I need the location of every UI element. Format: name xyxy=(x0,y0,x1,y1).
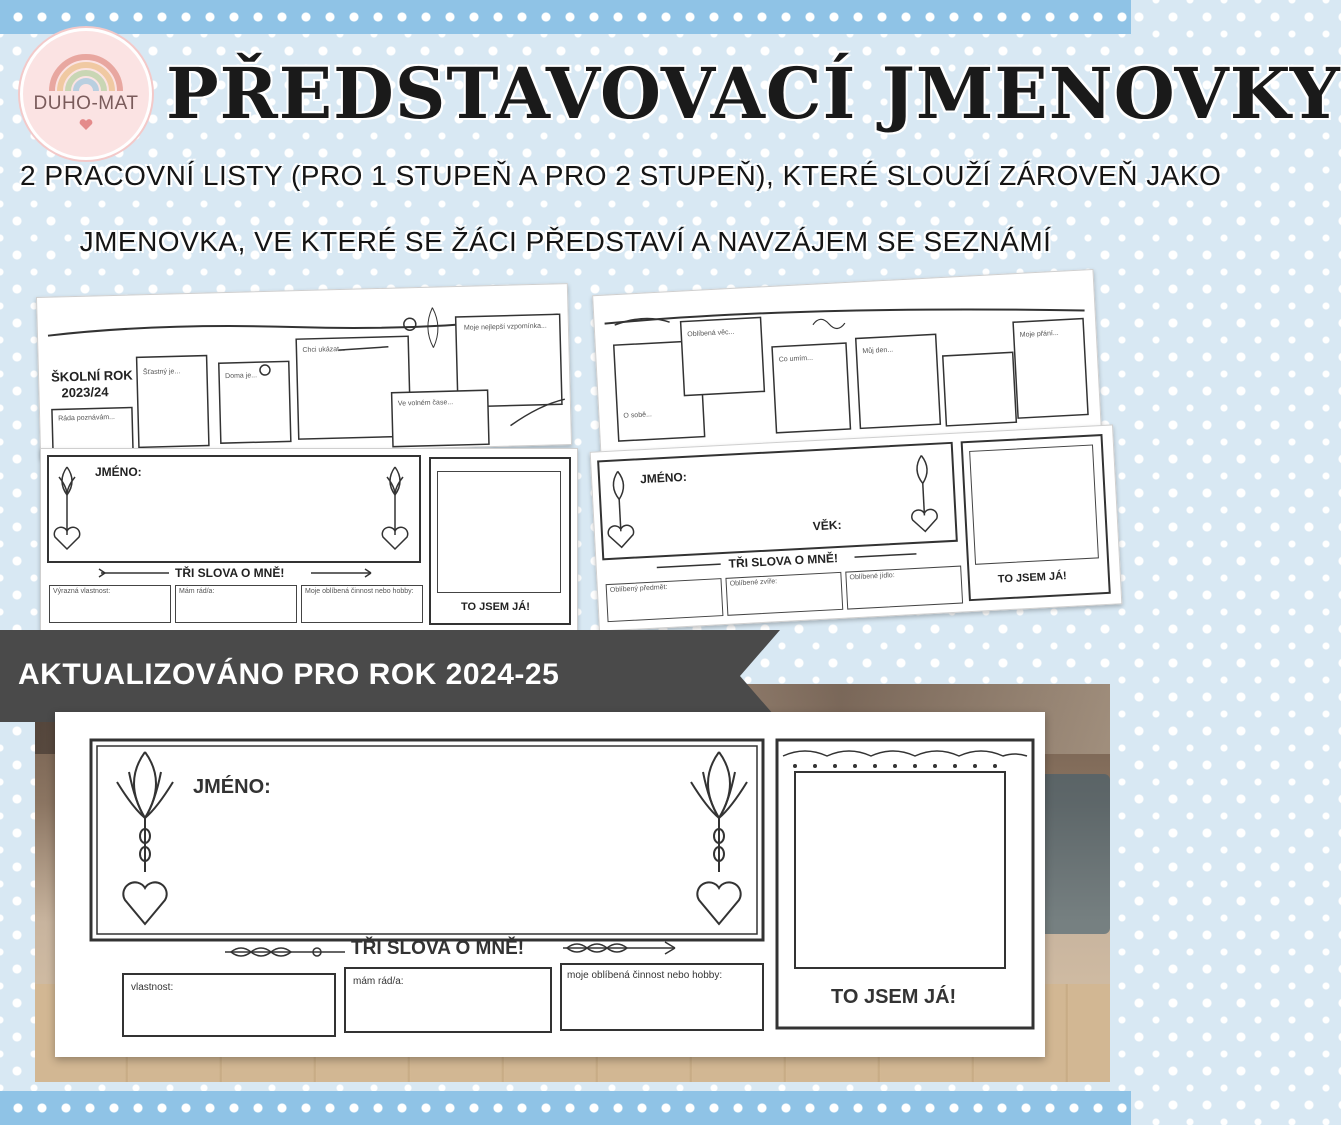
banner-text: AKTUALIZOVÁNO PRO ROK 2024-25 xyxy=(18,658,560,691)
rainbow-icon xyxy=(46,49,126,93)
name-label: JMÉNO: xyxy=(639,469,688,487)
note-text: Oblíbená věc... xyxy=(687,328,735,339)
logo-text: DUHO-MAT xyxy=(33,93,139,114)
top-dotted-band xyxy=(0,0,1131,34)
three-words-heading: TŘI SLOVA O MNĚ! xyxy=(351,938,525,959)
field-label: Oblíbený předmět: xyxy=(609,583,668,594)
photo-caption: TO JSEM JÁ! xyxy=(461,601,530,613)
updated-name-card xyxy=(55,712,1045,1057)
flower-right xyxy=(691,752,747,924)
school-year-value: 2023/24 xyxy=(61,384,109,401)
name-label: JMÉNO: xyxy=(193,776,271,798)
note-text: Doma je... xyxy=(225,372,258,381)
subtitle-line-1: 2 PRACOVNÍ LISTY (PRO 1 STUPEŇ A PRO 2 STUPEŇ), KTERÉ SLOUŽÍ ZÁROVEŇ JAKO xyxy=(20,160,1222,191)
field-label-likes: mám rád/a: xyxy=(353,976,404,987)
subtitle-line-2: JMENOVKA, VE KTERÉ SE ŽÁCI PŘEDSTAVÍ A NAVZÁJEM SE SEZNÁMÍ xyxy=(79,226,1052,257)
worksheet-1-back xyxy=(36,283,572,459)
update-banner xyxy=(0,630,780,722)
field-label: Mám rád/a: xyxy=(179,588,215,595)
field-label-trait: vlastnost: xyxy=(131,982,174,993)
worksheet-2-front xyxy=(590,424,1123,631)
field-label: Oblíbené jídlo: xyxy=(849,572,895,582)
note-text: Můj den... xyxy=(862,346,894,356)
note-text: O sobě... xyxy=(623,411,653,420)
photo-caption: TO JSEM JÁ! xyxy=(831,986,957,1008)
photo-caption: TO JSEM JÁ! xyxy=(997,570,1067,586)
field-box xyxy=(725,572,843,616)
name-label: JMÉNO: xyxy=(95,465,142,479)
photo-inner xyxy=(969,444,1099,564)
note-text: Moje přání... xyxy=(1019,329,1059,339)
note-text: Ráda poznávám... xyxy=(58,413,116,423)
page-title: PŘEDSTAVOVACÍ JMENOVKY xyxy=(166,52,1341,135)
field-box xyxy=(845,566,963,610)
field-label-hobby: moje oblíbená činnost nebo hobby: xyxy=(567,970,723,981)
note-text: Chci ukázat... xyxy=(302,345,345,355)
note-text: Šťastný je... xyxy=(142,368,181,377)
worksheet-1-front xyxy=(40,448,578,632)
three-words-heading: TŘI SLOVA O MNĚ! xyxy=(728,550,839,571)
field-label: Výrazná vlastnost: xyxy=(53,588,111,595)
age-label: VĚK: xyxy=(812,517,842,534)
school-year-label: ŠKOLNÍ ROK xyxy=(50,367,133,385)
three-words-heading: TŘI SLOVA O MNĚ! xyxy=(175,566,285,580)
photo-inner xyxy=(437,471,561,593)
flower-left xyxy=(117,752,173,924)
field-label: Moje oblíbená činnost nebo hobby: xyxy=(305,588,414,595)
field-label: Oblíbené zvíře: xyxy=(729,578,778,588)
note-text: Ve volném čase... xyxy=(397,399,454,408)
note-text: Co umím... xyxy=(778,354,814,364)
heart-icon xyxy=(79,119,93,131)
note-text: Moje nejlepší vzpomínka... xyxy=(463,322,547,332)
brand-logo xyxy=(20,28,152,160)
bottom-dotted-band xyxy=(0,1091,1131,1125)
